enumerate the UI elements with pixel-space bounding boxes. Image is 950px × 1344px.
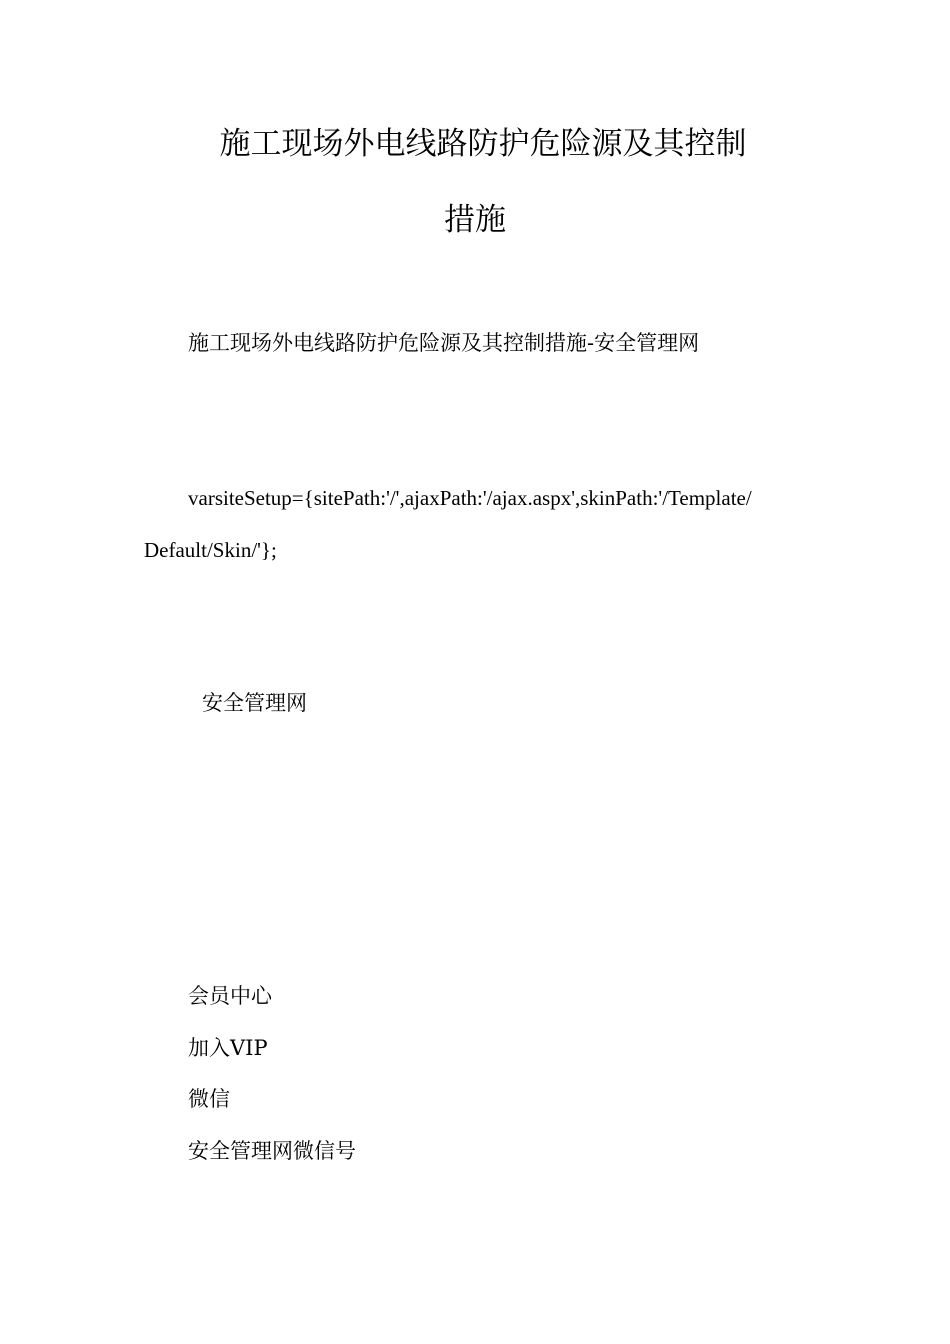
document-title-line-1: 施工现场外电线路防护危险源及其控制 (219, 126, 747, 162)
document-subtitle: 施工现场外电线路防护危险源及其控制措施-安全管理网 (188, 331, 700, 355)
wechat-link[interactable]: 微信 (188, 1087, 230, 1111)
join-vip-link[interactable]: 加入VIP (188, 1036, 268, 1060)
code-line-2: Default/Skin/'}; (144, 538, 277, 562)
member-center-link[interactable]: 会员中心 (188, 984, 272, 1008)
code-line-1: varsiteSetup={sitePath:'/',ajaxPath:'/ajax.aspx',skinPath:'/Template/ (188, 486, 752, 510)
document-title-line-2: 措施 (444, 202, 506, 238)
wechat-account-link[interactable]: 安全管理网微信号 (188, 1139, 356, 1163)
site-name: 安全管理网 (202, 691, 307, 715)
